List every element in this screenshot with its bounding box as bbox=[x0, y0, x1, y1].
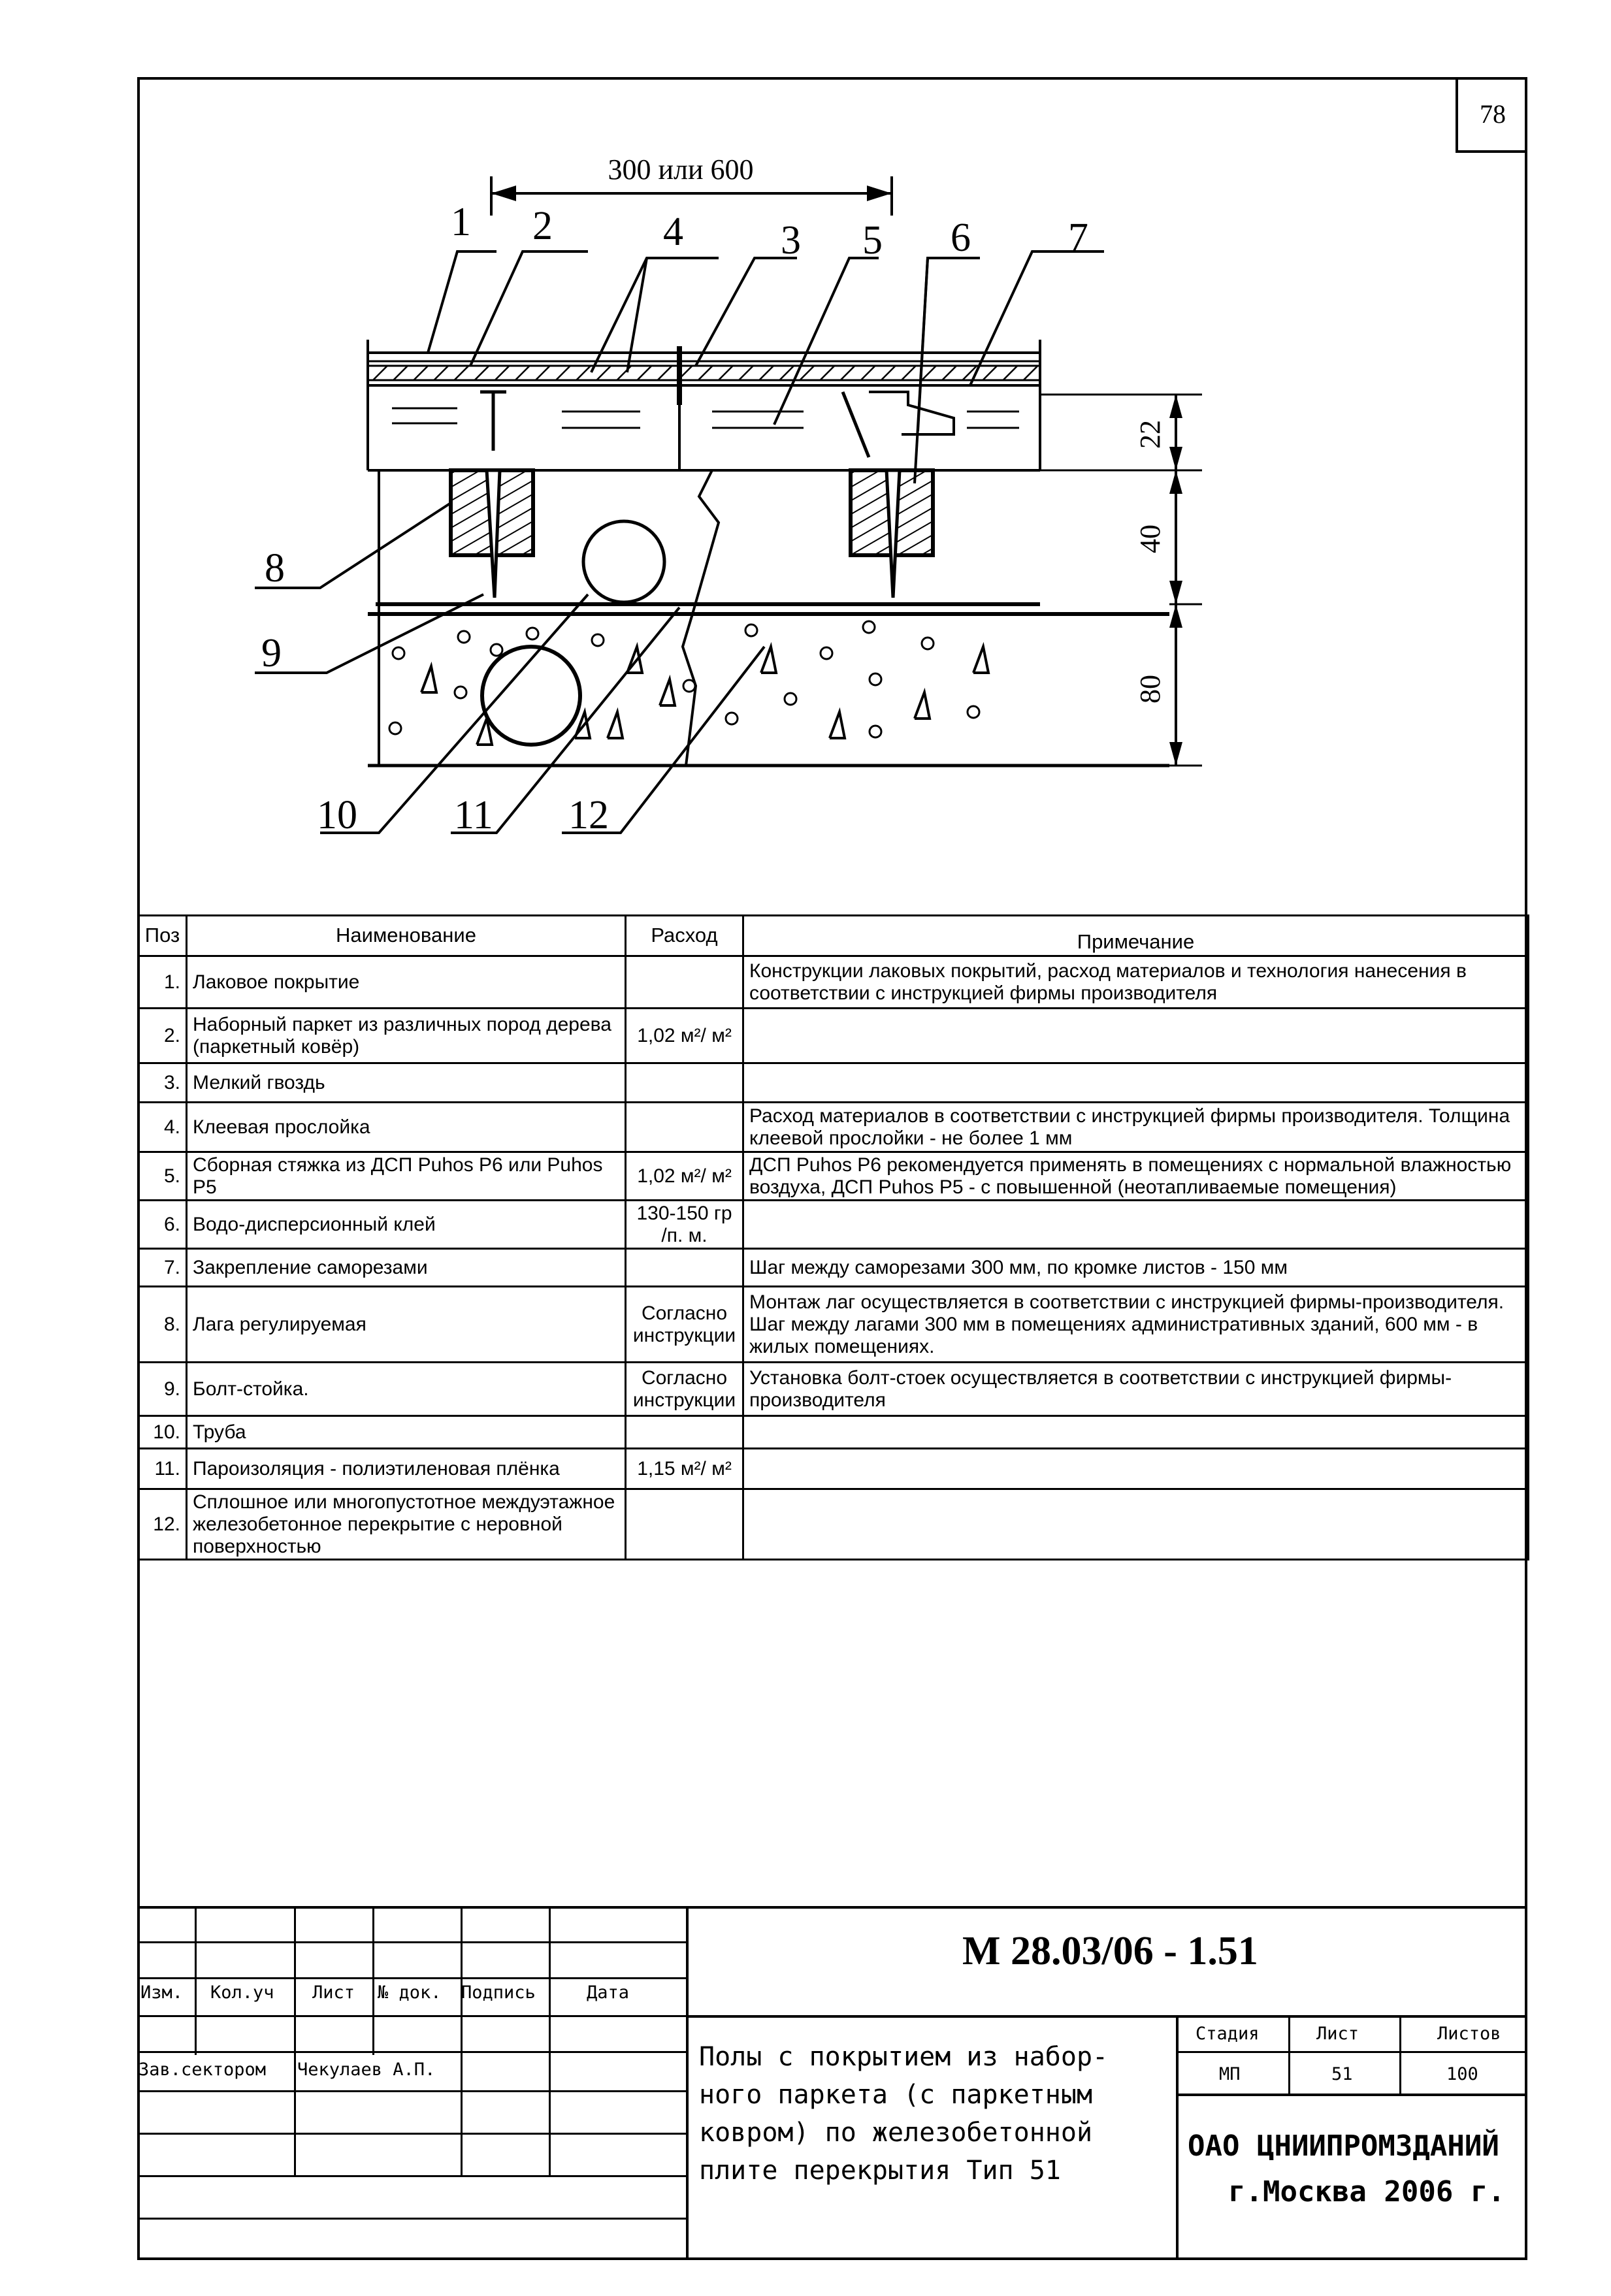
floor-section-drawing bbox=[0, 0, 1611, 914]
header-name: Наименование bbox=[187, 916, 626, 956]
dim-40: 40 bbox=[1134, 525, 1166, 553]
stage-label: Стадия bbox=[1196, 2024, 1260, 2044]
span-label: 300 или 600 bbox=[608, 154, 754, 186]
table-row bbox=[138, 1489, 1529, 1560]
cell-note bbox=[743, 1009, 1529, 1063]
joists bbox=[451, 470, 933, 598]
col-date: Дата bbox=[587, 1982, 630, 2003]
cell-note: Конструкции лаковых покрытий, расход материалов и технология нанесения в соответствии с инструкцией фирмы производителя bbox=[743, 956, 1529, 1009]
cell-name: Болт-стойка. bbox=[187, 1363, 626, 1416]
cell-name: Сплошное или многопустотное междуэтажное железобетонное перекрытие с неровной поверхностью bbox=[187, 1489, 626, 1560]
cell-rate: 130-150 гр /п. м. bbox=[626, 1201, 743, 1249]
sheet-title: Полы с покрытием из набор- ного паркета (с паркетным ковром) по железобетонной плите перекрытия Тип 51 bbox=[699, 2042, 1109, 2186]
table-row bbox=[138, 1287, 1529, 1363]
cell-rate bbox=[626, 1249, 743, 1287]
cell-rate: Согласно инструкции bbox=[626, 1363, 743, 1416]
role: Зав.сектором bbox=[138, 2060, 267, 2080]
cell-pos: 1. bbox=[138, 956, 187, 1009]
cell-pos: 10. bbox=[138, 1416, 187, 1449]
cell-note: Расход материалов в соответствии с инструкцией фирмы производителя. Толщина клеевой прослойки - не более 1 мм bbox=[743, 1103, 1529, 1152]
table-row bbox=[138, 1363, 1529, 1416]
sheet-label: Лист bbox=[1316, 2024, 1359, 2044]
cell-note: ДСП Puhos P6 рекомендуется применять в помещениях с нормальной влажностью воздуха, ДСП Puhos P5 - с повышенной (неотапливаемые помещения) bbox=[743, 1152, 1529, 1201]
callout-1: 1 bbox=[451, 200, 471, 244]
table-row bbox=[138, 1449, 1529, 1489]
table-row bbox=[138, 1249, 1529, 1287]
callout-3: 3 bbox=[781, 218, 801, 263]
table-row bbox=[138, 1063, 1529, 1103]
col-list: Лист bbox=[312, 1982, 355, 2003]
height-dimensions bbox=[1040, 395, 1202, 766]
table-row bbox=[138, 1201, 1529, 1249]
organization: ОАО ЦНИИПРОМЗДАНИЙ bbox=[1188, 2129, 1499, 2163]
callout-4: 4 bbox=[663, 210, 683, 254]
document-code: М 28.03/06 - 1.51 bbox=[962, 1929, 1258, 1973]
sheets-value: 100 bbox=[1446, 2064, 1478, 2084]
cell-rate: 1,02 м²/ м² bbox=[626, 1009, 743, 1063]
cell-name: Лаковое покрытие bbox=[187, 956, 626, 1009]
cell-note: Шаг между саморезами 300 мм, по кромке листов - 150 мм bbox=[743, 1249, 1529, 1287]
cell-rate: Согласно инструкции bbox=[626, 1287, 743, 1363]
sheet-value: 51 bbox=[1331, 2064, 1353, 2084]
dim-80: 80 bbox=[1134, 675, 1166, 703]
cell-note: Монтаж лаг осуществляется в соответствии с инструкцией фирмы-производителя. Шаг между лагами 300 мм в помещениях административных зданий, 600 мм - в жилых помещениях. bbox=[743, 1287, 1529, 1363]
city-year: г.Москва 2006 г. bbox=[1228, 2175, 1505, 2208]
cell-rate: 1,15 м²/ м² bbox=[626, 1449, 743, 1489]
cell-note bbox=[743, 1201, 1529, 1249]
col-izm: Изм. bbox=[140, 1982, 184, 2003]
stage-value: МП bbox=[1219, 2064, 1241, 2084]
cell-name: Клеевая прослойка bbox=[187, 1103, 626, 1152]
callout-10: 10 bbox=[317, 793, 357, 837]
header-rate: Расход bbox=[626, 916, 743, 956]
cell-name: Закрепление саморезами bbox=[187, 1249, 626, 1287]
callout-8: 8 bbox=[265, 546, 285, 590]
cell-note bbox=[743, 1063, 1529, 1103]
cell-pos: 12. bbox=[138, 1489, 187, 1560]
col-doc: № док. bbox=[378, 1982, 442, 2003]
cell-name: Пароизоляция - полиэтиленовая плёнка bbox=[187, 1449, 626, 1489]
cell-rate: 1,02 м²/ м² bbox=[626, 1152, 743, 1201]
header-note: Примечание bbox=[743, 916, 1529, 956]
callout-12: 12 bbox=[568, 793, 609, 837]
specification-table bbox=[137, 914, 1529, 1560]
parquet-layers bbox=[368, 340, 1040, 470]
cell-pos: 11. bbox=[138, 1449, 187, 1489]
cell-pos: 9. bbox=[138, 1363, 187, 1416]
col-signature: Подпись bbox=[461, 1982, 536, 2003]
cell-note bbox=[743, 1416, 1529, 1449]
cell-pos: 7. bbox=[138, 1249, 187, 1287]
col-kol-uch: Кол.уч bbox=[210, 1982, 274, 2003]
header-pos: Поз bbox=[138, 916, 187, 956]
cell-pos: 5. bbox=[138, 1152, 187, 1201]
pipe-upper bbox=[583, 521, 664, 602]
callout-11: 11 bbox=[454, 793, 493, 837]
callout-6: 6 bbox=[951, 216, 971, 260]
spec-rows bbox=[138, 956, 1529, 1560]
cell-pos: 8. bbox=[138, 1287, 187, 1363]
cell-name: Труба bbox=[187, 1416, 626, 1449]
cell-rate bbox=[626, 1489, 743, 1560]
person: Чекулаев А.П. bbox=[297, 2060, 436, 2080]
callout-7: 7 bbox=[1068, 216, 1088, 260]
table-row bbox=[138, 1103, 1529, 1152]
callout-2: 2 bbox=[532, 204, 553, 248]
cell-name: Лага регулируемая bbox=[187, 1287, 626, 1363]
cell-rate bbox=[626, 1416, 743, 1449]
cell-pos: 2. bbox=[138, 1009, 187, 1063]
page-number: 78 bbox=[1456, 77, 1527, 153]
cell-pos: 4. bbox=[138, 1103, 187, 1152]
cell-name: Сборная стяжка из ДСП Puhos P6 или Puhos P5 bbox=[187, 1152, 626, 1201]
callout-9: 9 bbox=[261, 631, 282, 675]
cell-name: Мелкий гвоздь bbox=[187, 1063, 626, 1103]
table-row bbox=[138, 1152, 1529, 1201]
sheets-label: Листов bbox=[1437, 2024, 1501, 2044]
cell-note: Установка болт-стоек осуществляется в соответствии с инструкцией фирмы-производителя bbox=[743, 1363, 1529, 1416]
table-row bbox=[138, 1416, 1529, 1449]
cell-name: Водо-дисперсионный клей bbox=[187, 1201, 626, 1249]
cell-pos: 3. bbox=[138, 1063, 187, 1103]
callout-leaders bbox=[255, 251, 1104, 833]
table-row bbox=[138, 1009, 1529, 1063]
callout-numbers bbox=[261, 200, 1088, 837]
cell-rate bbox=[626, 956, 743, 1009]
callout-5: 5 bbox=[862, 218, 883, 263]
cell-note bbox=[743, 1449, 1529, 1489]
cell-rate bbox=[626, 1103, 743, 1152]
table-row bbox=[138, 956, 1529, 1009]
cell-rate bbox=[626, 1063, 743, 1103]
dim-22: 22 bbox=[1134, 420, 1166, 449]
cell-note bbox=[743, 1489, 1529, 1560]
cell-name: Наборный паркет из различных пород дерева (паркетный ковёр) bbox=[187, 1009, 626, 1063]
cell-pos: 6. bbox=[138, 1201, 187, 1249]
